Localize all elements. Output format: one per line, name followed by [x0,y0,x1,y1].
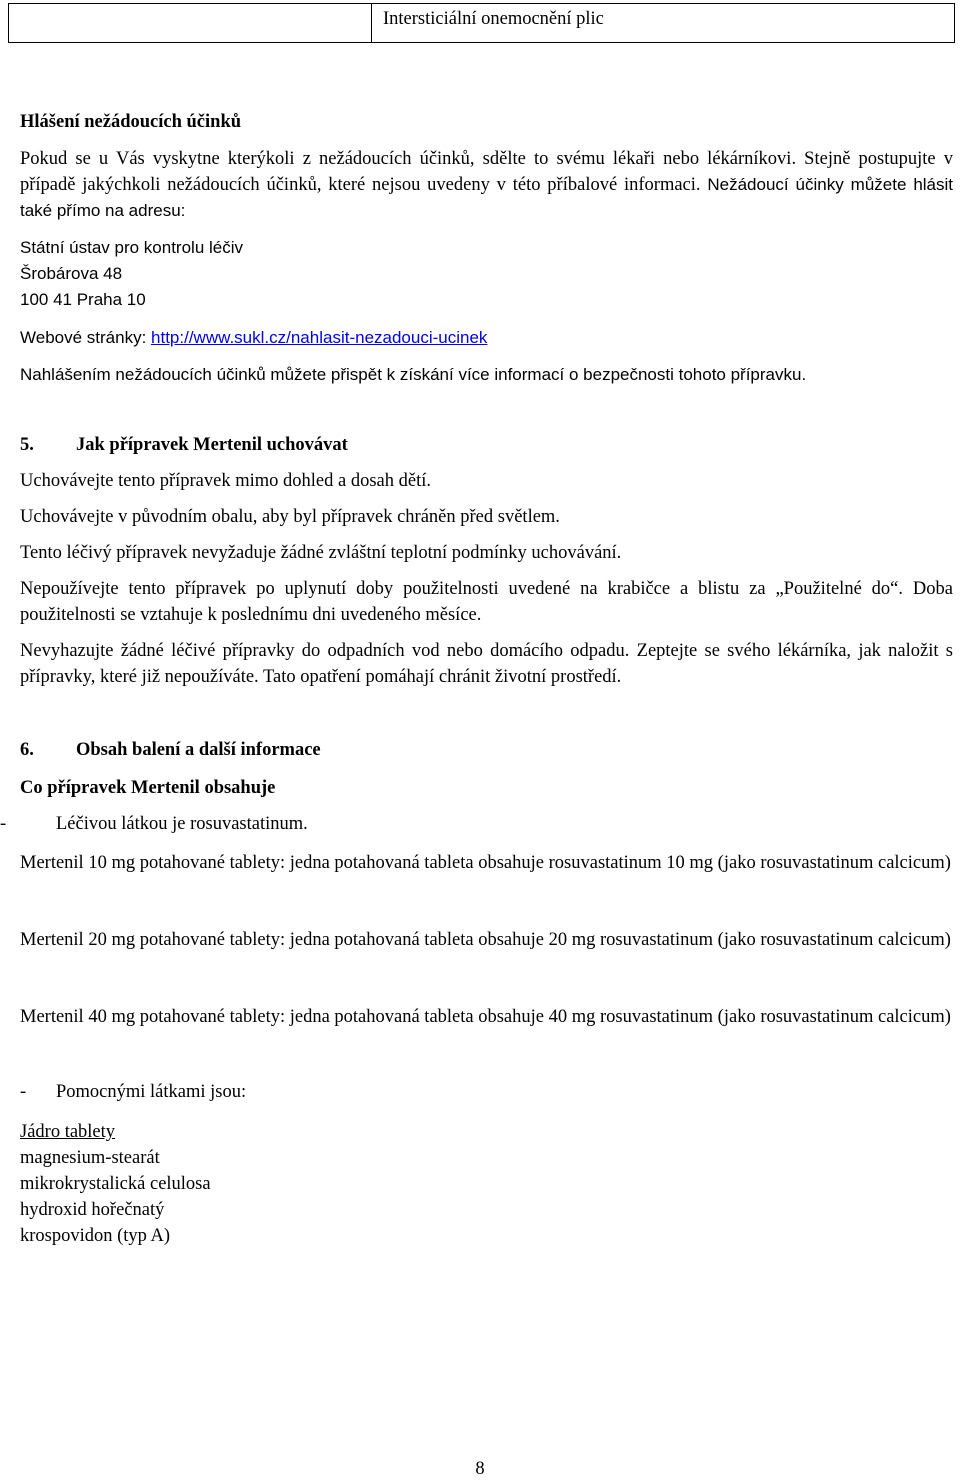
header-table [8,3,955,43]
reporting-intro-text: Pokud se u Vás vyskytne kterýkoli z nežádoucích účinků, sdělte to svému lékaři nebo lékárníkovi. Stejně postupujte v případě jakýchkoli nežádoucích účinků, které nejsou uvedeny v této příbalové informaci. [20,149,953,195]
web-link[interactable] [151,328,487,347]
core-item: krospovidon (typ A) [20,1226,171,1246]
section-5-p1: Uchovávejte tento přípravek mimo dohled a dosah dětí. [20,471,431,491]
excipients-dash: - [20,1082,27,1102]
active-substance-text: Léčivou látkou je rosuvastatinum. [56,814,308,834]
address-line-3: 100 41 Praha 10 [20,290,146,309]
excipients-list [20,1119,953,1249]
excipients-label: Pomocnými látkami jsou: [56,1082,247,1102]
reporting-intro [20,146,953,224]
tablet-20mg: Mertenil 20 mg potahované tablety: jedna potahovaná tableta obsahuje 20 mg rosuvastatinum (jako rosuvastatinum calcicum) [20,930,951,950]
web-link-text: http://www.sukl [151,328,265,347]
page-number: 8 [475,1459,485,1479]
core-title: Jádro tablety [20,1122,116,1142]
address-line-1: Státní ústav pro kontrolu léčiv [20,238,244,257]
reporting-title: Hlášení nežádoucích účinků [20,112,242,132]
reporting-closing: Nahlášením nežádoucích účinků můžete přispět k získání více informací o bezpečnosti tohoto přípravku. [20,365,807,384]
tablet-10mg: Mertenil 10 mg potahované tablety: jedna potahovaná tableta obsahuje rosuvastatinum 10 mg (jako rosuvastatinum calcicum) [20,853,951,873]
excipients-heading [20,1079,953,1105]
section-6-heading [20,737,953,763]
section-5-title: Jak přípravek Mertenil uchovávat [76,435,348,455]
section-5-p4: Nepoužívejte tento přípravek po uplynutí doby použitelnosti uvedené na krabičce a blistu za „Použitelné do“. Doba použitelnosti se vztahuje k poslednímu dni uvedeného měsíce. [20,579,953,625]
document-content [0,109,954,1249]
address-block [20,235,953,313]
section-5-p2: Uchovávejte v původním obalu, aby byl přípravek chráněn před světlem. [20,507,560,527]
section-6-subtitle: Co přípravek Mertenil obsahuje [20,778,276,798]
active-substance-item [0,811,953,837]
header-cell-right: Intersticiální onemocnění plic [371,4,954,42]
core-item: mikrokrystalická celulosa [20,1174,211,1194]
core-item: magnesium-stearát [20,1148,160,1168]
section-5-number: 5. [20,435,34,455]
section-5-p5: Nevyhazujte žádné léčivé přípravky do odpadních vod nebo domácího odpadu. Zeptejte se svého lékárníka, jak naložit s přípravky, které již nepoužíváte. Tato opatření pomáhají chránit životní prostředí. [20,641,953,687]
reporting-intro-sans: Nežádoucí účinky můžete hlásit také přímo na adresu: [20,175,954,220]
web-link-rest: .cz/nahlasit-nezadouci-ucinek [264,328,488,347]
web-line [20,325,953,351]
section-6-number: 6. [20,740,34,760]
tablet-40mg: Mertenil 40 mg potahované tablety: jedna potahovaná tableta obsahuje 40 mg rosuvastatinum (jako rosuvastatinum calcicum) [20,1007,951,1027]
web-label: Webové stránky: [20,328,152,347]
section-5-p3: Tento léčivý přípravek nevyžaduje žádné zvláštní teplotní podmínky uchovávání. [20,543,622,563]
active-substance-dash: - [0,814,7,834]
section-6-title: Obsah balení a další informace [76,740,321,760]
section-5-heading [20,432,953,458]
address-line-2: Šrobárova 48 [20,264,123,283]
core-item: hydroxid hořečnatý [20,1200,165,1220]
